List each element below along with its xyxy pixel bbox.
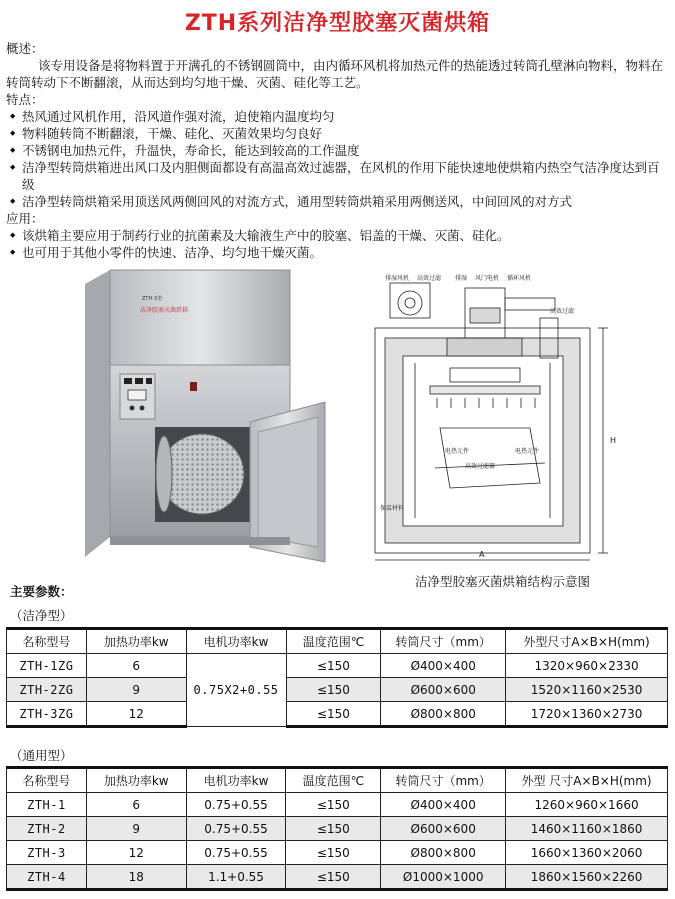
schematic-caption: 洁净型胶塞灭菌烘箱结构示意图 [414, 574, 590, 589]
feature-item: ◆ 热风通过风机作用，沿风道作强对流，迫使箱内温度均匀 [6, 108, 670, 125]
label-hepa-top: 高效过滤 [417, 275, 442, 282]
col-header: 温度范围℃ [286, 768, 381, 793]
application-label: 应用： [6, 211, 44, 226]
table-row [7, 817, 668, 841]
cell-temp: ≤150 [286, 702, 381, 727]
product-photo [80, 262, 335, 567]
cell-drum: Ø600×600 [381, 817, 506, 841]
cell-model: ZTH-1 [7, 793, 87, 817]
col-header: 外型尺寸A×B×H(mm) [506, 629, 668, 654]
col-header: 外型 尺寸A×B×H(mm) [506, 768, 668, 793]
cell-temp: ≤150 [286, 654, 381, 678]
cell-model: ZTH-3ZG [7, 702, 87, 727]
cell-size: 1660×1360×2060 [506, 841, 668, 865]
page-title: ZTH系列洁净型胶塞灭菌烘箱 [184, 11, 491, 36]
clean-type-table [6, 627, 668, 728]
table-row [7, 865, 668, 890]
table-row [7, 702, 668, 727]
cell-size: 1260×960×1660 [506, 793, 668, 817]
table-row [7, 841, 668, 865]
cell-motor: 0.75+0.55 [186, 841, 286, 865]
col-header: 转筒尺寸（mm） [381, 768, 506, 793]
label-insulation: 保温材料 [380, 505, 405, 512]
cell-model: ZTH-1ZG [7, 654, 87, 678]
features-label: 特点： [6, 92, 44, 107]
col-header: 温度范围℃ [286, 629, 381, 654]
indicator-light [190, 382, 197, 391]
cell-temp: ≤150 [286, 841, 381, 865]
feature-item: ◆ 不锈钢电加热元件，升温快，寿命长，能达到较高的工作温度 [6, 142, 670, 159]
nameplate-title: 洁净胶塞灭菌烘箱 [140, 307, 189, 314]
cell-drum: Ø400×400 [381, 654, 506, 678]
cell-heat: 12 [86, 702, 186, 727]
cell-model: ZTH-3 [7, 841, 87, 865]
col-header: 转筒尺寸（mm） [381, 629, 506, 654]
cell-motor: 0.75+0.55 [186, 817, 286, 841]
col-header: 名称型号 [7, 768, 87, 793]
cell-heat: 6 [86, 654, 186, 678]
label-exhaust: 排湿 [455, 275, 468, 282]
cell-heat: 9 [86, 678, 186, 702]
label-heater-left: 电热元件 [445, 448, 470, 455]
cell-motor: 1.1+0.55 [186, 865, 286, 890]
cell-temp: ≤150 [286, 678, 381, 702]
cell-size: 1720×1360×2730 [506, 702, 668, 727]
cell-drum: Ø400×400 [381, 793, 506, 817]
application-item: ◆ 该烘箱主要应用于制药行业的抗菌素及大输液生产中的胶塞、铝盖的干燥、灭菌、硅化。 [6, 227, 670, 244]
feature-item: ◆ 洁净型转筒烘箱进出风口及内胆侧面都设有高温高效过滤器，在风机的作用下能快速地使烘箱内热空气洁净度达到百级 [6, 159, 670, 193]
cell-heat: 18 [86, 865, 186, 890]
cell-size: 1520×1160×2530 [506, 678, 668, 702]
label-fan-motor: 风门电机 [475, 275, 500, 282]
cell-temp: ≤150 [286, 865, 381, 890]
cell-size: 1460×1160×1860 [506, 817, 668, 841]
col-header: 电机功率kw [186, 629, 286, 654]
col-header: 加热功率kw [86, 629, 186, 654]
label-dim-a: A [479, 550, 485, 559]
col-header: 加热功率kw [86, 768, 186, 793]
nameplate-model: ZTH-3型 [142, 296, 163, 302]
rotating-drum [160, 434, 244, 514]
table-row [7, 678, 668, 702]
cell-heat: 9 [86, 817, 186, 841]
cell-heat: 12 [86, 841, 186, 865]
cell-motor: 0.75X2+0.55 [186, 654, 286, 727]
label-heater-right: 电热元件 [515, 448, 540, 455]
table-row [7, 654, 668, 678]
clean-type-label: （洁净型） [10, 608, 73, 623]
cell-temp: ≤150 [286, 817, 381, 841]
table-header-row [7, 768, 668, 793]
params-label: 主要参数： [10, 584, 73, 599]
label-hepa-right: 高效过滤 [550, 308, 575, 315]
feature-item: ◆ 物料随转筒不断翻滚，干燥、硅化、灭菌效果均匀良好 [6, 125, 670, 142]
overview-label: 概述： [6, 41, 44, 56]
table-row [7, 793, 668, 817]
description-block [6, 40, 670, 261]
cell-model: ZTH-2ZG [7, 678, 87, 702]
general-type-label: （通用型） [10, 748, 73, 763]
application-item: ◆ 也可用于其他小零件的快速、洁净、均匀地干燥灭菌。 [6, 244, 670, 261]
cell-drum: Ø800×800 [381, 841, 506, 865]
cell-temp: ≤150 [286, 793, 381, 817]
cell-model: ZTH-4 [7, 865, 87, 890]
general-type-table [6, 766, 668, 891]
cell-model: ZTH-2 [7, 817, 87, 841]
cell-heat: 6 [86, 793, 186, 817]
col-header: 电机功率kw [186, 768, 286, 793]
label-circ-fan: 循环风机 [507, 275, 532, 282]
table-header-row [7, 629, 668, 654]
cell-drum: Ø800×800 [381, 702, 506, 727]
cell-drum: Ø1000×1000 [381, 865, 506, 890]
feature-item: ◆ 洁净型转筒烘箱采用顶送风两侧回风的对流方式，通用型转筒烘箱采用两侧送风，中间回风的对方式 [6, 193, 670, 210]
cell-size: 1860×1560×2260 [506, 865, 668, 890]
label-hepa-inner: 高效过滤器 [465, 463, 496, 470]
label-exhaust-fan: 排湿风机 [385, 275, 410, 282]
col-header: 名称型号 [7, 629, 87, 654]
structure-schematic [355, 268, 630, 568]
cell-size: 1320×960×2330 [506, 654, 668, 678]
label-dim-h: H [610, 436, 617, 445]
cell-motor: 0.75+0.55 [186, 793, 286, 817]
overview-text: 该专用设备是将物料置于开满孔的不锈钢圆筒中，由内循环风机将加热元件的热能透过转筒孔壁淋向物料，物料在转筒转动下不断翻滚，从而达到均匀地干燥、灭菌、硅化等工艺。 [6, 58, 664, 90]
cell-drum: Ø600×600 [381, 678, 506, 702]
